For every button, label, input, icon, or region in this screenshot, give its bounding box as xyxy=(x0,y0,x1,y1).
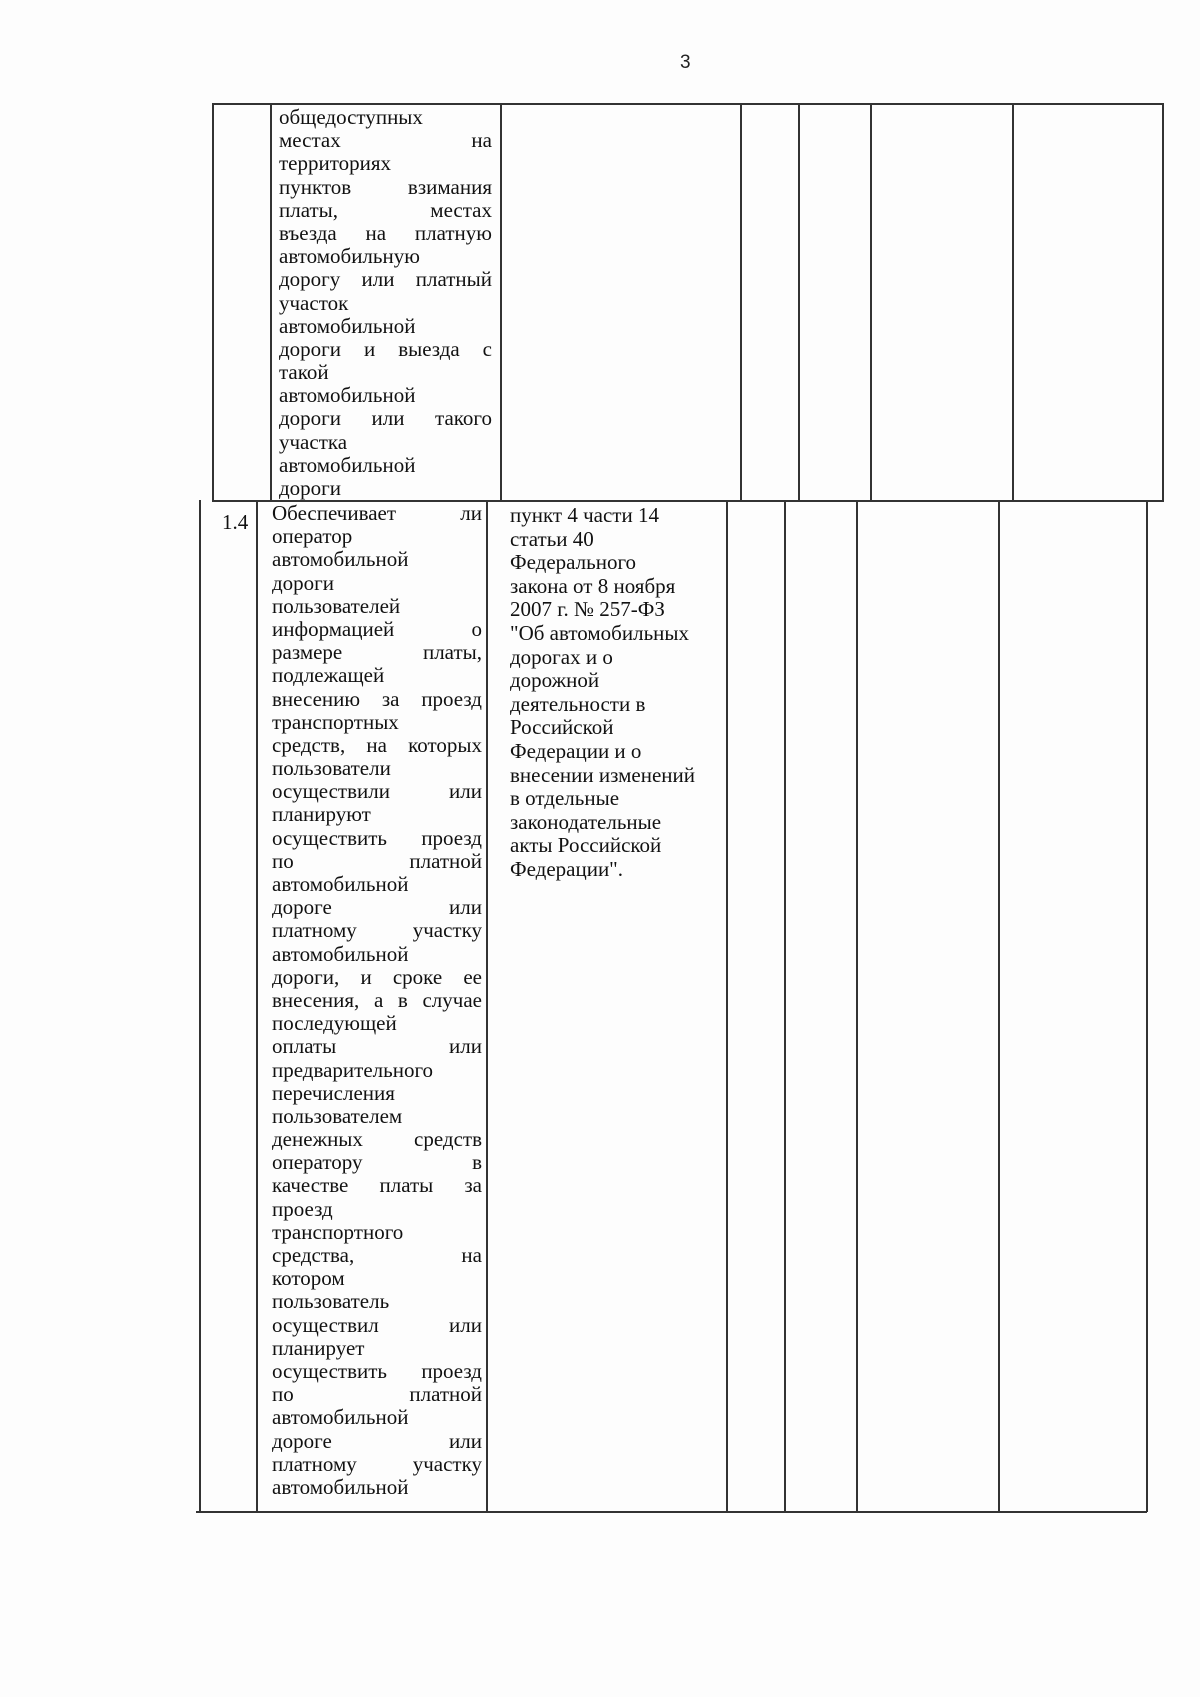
legal-basis-line: статьи 40 xyxy=(510,526,594,551)
question-line: дороги, и сроке ее xyxy=(272,964,482,989)
question-line: автомобильной xyxy=(279,313,416,338)
question-line: автомобильную xyxy=(279,244,420,269)
question-line: автомобильной xyxy=(272,941,409,966)
question-line: осуществили или xyxy=(272,779,482,804)
question-line: планируют xyxy=(272,802,371,827)
column-divider-2 xyxy=(486,500,488,1512)
question-line: пунктов взимания xyxy=(279,174,492,199)
column-divider-6 xyxy=(1012,103,1014,500)
question-line: по платной xyxy=(272,1382,482,1407)
question-line: дорогу или платный xyxy=(279,267,492,292)
table-left-border xyxy=(212,103,214,500)
question-line: пользователей xyxy=(272,593,401,618)
question-cell-continued xyxy=(279,106,492,500)
legal-basis-line: внесении изменений xyxy=(510,762,695,787)
question-line: такой xyxy=(279,360,329,385)
table-left-border xyxy=(199,500,201,1512)
legal-basis-line: дорожной xyxy=(510,668,600,693)
question-line: пользователем xyxy=(272,1103,403,1128)
question-line: автомобильной xyxy=(279,383,416,408)
question-line: внесению за проезд xyxy=(272,686,482,711)
question-line: оператор xyxy=(272,524,353,549)
legal-basis-line: Федерации". xyxy=(510,856,623,881)
question-line: автомобильной xyxy=(272,547,409,572)
table-bottom-border xyxy=(196,1511,1147,1513)
question-line: местах на xyxy=(279,128,492,153)
legal-basis-line: 2007 г. № 257-ФЗ xyxy=(510,597,665,622)
question-line: участка xyxy=(279,429,348,454)
question-line: оператору в xyxy=(272,1150,482,1175)
question-line: автомобильной xyxy=(272,872,409,896)
legal-basis-line: Федерального xyxy=(510,550,637,575)
page-number: 3 xyxy=(680,52,691,73)
legal-basis-line: закона от 8 ноября xyxy=(510,573,676,598)
legal-basis-line: Федерации и о xyxy=(510,738,642,763)
question-line: котором xyxy=(272,1266,345,1291)
column-divider-4 xyxy=(798,103,800,500)
column-divider-1 xyxy=(270,103,272,500)
question-line: размере платы, xyxy=(272,640,482,665)
question-line: перечисления xyxy=(272,1080,395,1105)
question-line: дороги или такого xyxy=(279,406,492,431)
question-line: информацией о xyxy=(272,616,482,641)
question-line: пользователи xyxy=(272,756,391,781)
question-line: последующей xyxy=(272,1011,397,1036)
question-line: осуществил или xyxy=(272,1312,482,1337)
row-number: 1.4 xyxy=(222,510,249,534)
question-line: платному участку xyxy=(272,918,482,943)
legal-basis-line: деятельности в xyxy=(510,691,646,716)
question-line: осуществить проезд xyxy=(272,825,482,850)
column-divider-5 xyxy=(870,103,872,500)
question-line: общедоступных xyxy=(279,105,423,129)
legal-basis-line: "Об автомобильных xyxy=(510,620,690,645)
question-line: качестве платы за xyxy=(272,1173,482,1198)
column-divider-1 xyxy=(256,500,258,1512)
legal-basis-line: законодательные xyxy=(510,809,662,834)
question-line: пользователь xyxy=(272,1289,390,1314)
question-line: автомобильной xyxy=(272,1474,409,1499)
question-line: осуществить проезд xyxy=(272,1358,482,1383)
question-line: средства, на xyxy=(272,1243,482,1267)
question-line: участок xyxy=(279,290,349,315)
question-line: территориях xyxy=(279,151,392,176)
question-line: въезда на платную xyxy=(279,220,492,245)
question-line: дороги xyxy=(272,570,335,595)
question-line: дороги и выезда с xyxy=(279,336,492,361)
column-divider-3 xyxy=(740,103,742,500)
question-line: дороги xyxy=(279,476,342,500)
question-line: транспортных xyxy=(272,709,399,734)
question-line: платному участку xyxy=(272,1451,482,1476)
question-line: по платной xyxy=(272,848,482,873)
question-line: транспортного xyxy=(272,1219,404,1244)
question-line: средств, на которых xyxy=(272,732,482,757)
table-right-border xyxy=(1146,500,1148,1512)
question-cell xyxy=(272,502,482,1499)
question-line: дороге или xyxy=(272,1428,482,1453)
legal-basis-line: пункт 4 части 14 xyxy=(510,503,659,527)
question-line: предварительного xyxy=(272,1057,434,1082)
question-line: автомобильной xyxy=(279,452,416,477)
question-line: автомобильной xyxy=(272,1405,409,1430)
question-line: платы, местах xyxy=(279,197,492,222)
legal-basis-line: в отдельные xyxy=(510,786,620,811)
column-divider-6 xyxy=(998,500,1000,1512)
column-divider-5 xyxy=(856,500,858,1512)
table-right-border xyxy=(1162,103,1164,500)
question-line: планирует xyxy=(272,1335,365,1360)
question-line: Обеспечивает ли xyxy=(272,501,482,525)
question-line: оплаты или xyxy=(272,1034,482,1059)
question-line: дороге или xyxy=(272,895,482,920)
question-line: внесения, а в случае xyxy=(272,987,482,1012)
column-divider-2 xyxy=(500,103,502,500)
legal-basis-cell xyxy=(510,504,740,882)
question-line: подлежащей xyxy=(272,663,385,688)
question-line: денежных средств xyxy=(272,1127,482,1152)
question-line: проезд xyxy=(272,1196,333,1221)
legal-basis-line: акты Российской xyxy=(510,833,662,858)
legal-basis-line: Российской xyxy=(510,715,614,740)
legal-basis-line: дорогах и о xyxy=(510,644,613,669)
column-divider-4 xyxy=(784,500,786,1512)
